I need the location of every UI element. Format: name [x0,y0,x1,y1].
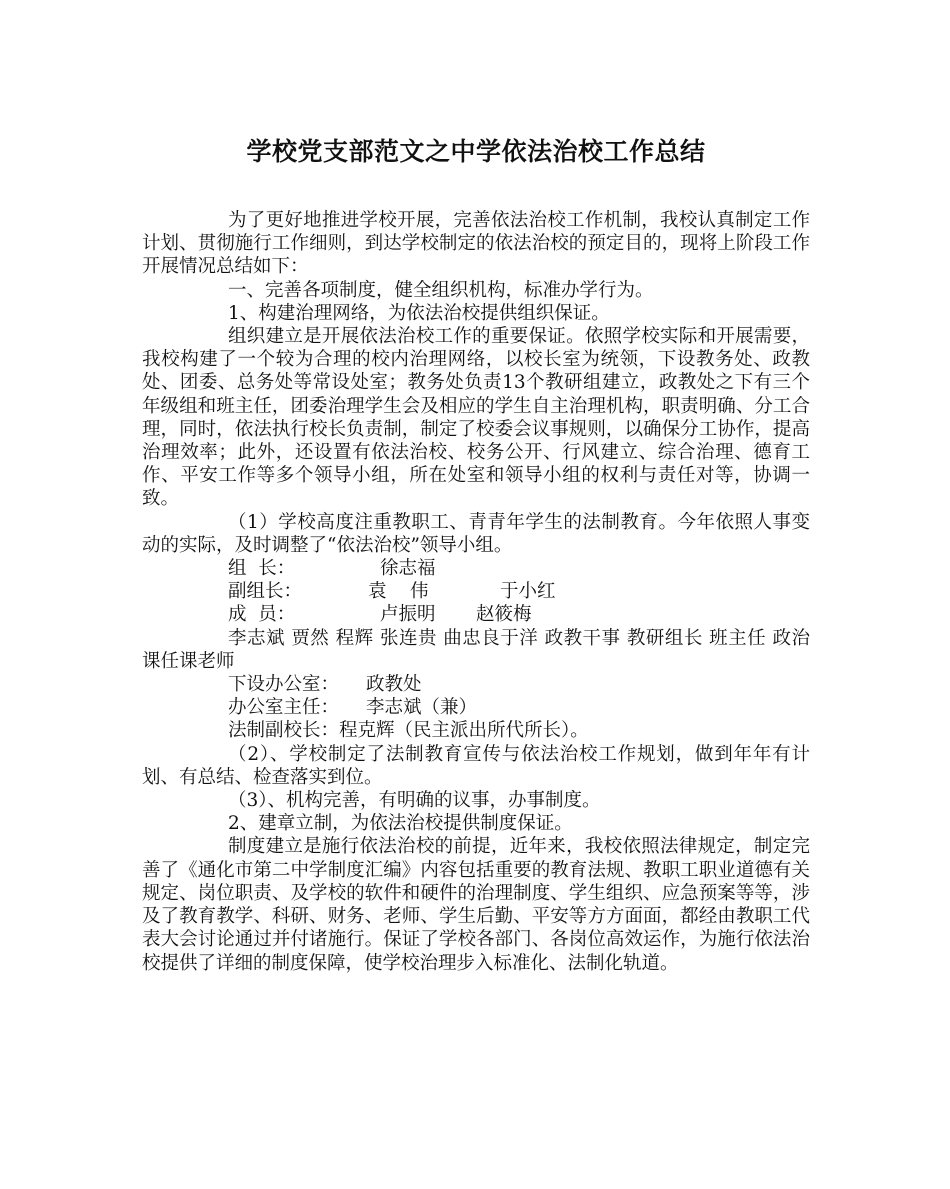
group-leader-name: 徐志福 [380,558,436,580]
group-deputy-row [142,580,810,603]
group-deputy-name-1: 袁 伟 [368,581,429,603]
paragraph-item-2: （2）、学校制定了法制教育宣传与依法治校工作规划，做到年年有计划、有总结、检查落实到位。 [142,743,810,788]
vice-principal-row [142,719,810,742]
group-member-label: 成 员： [228,604,296,626]
group-leader-label: 组 长： [228,558,296,580]
paragraph-member-list: 李志斌 贾然 程辉 张连贵 曲忠良于洋 政教干事 教研组长 班主任 政治课任课老师 [142,627,810,672]
section-heading-1: 一、完善各项制度，健全组织机构，标准办学行为。 [228,279,654,301]
subsection-heading-1: 1、构建治理网络，为依法治校提供组织保证。 [228,302,610,324]
group-member-row [142,603,810,626]
group-member-name-1: 卢振明 [380,604,436,626]
group-deputy-name-2: 于小红 [500,581,556,603]
paragraph-organization: 组织建立是开展依法治校工作的重要保证。依照学校实际和开展需要，我校构建了一个较为合理的校内治理网络，以校长室为统领，下设教务处、政教处、团委、总务处等常设处室；教务处负责13个教研组建立，政教处之下有三个年级组和班主任，团委治理学生会及相应的学生自主治理机构，职责明确、分工合理，同时，依法执行校长负责制，制定了校委会议事规则，以确保分工协作，提高治理效率；此外，还设置有依法治校、校务公开、行风建立、综合治理、德育工作、平安工作等多个领导小组，所在处室和领导小组的权利与责任对等，协调一致。 [142,326,810,510]
office-label: 下设办公室： [228,674,340,696]
subsection-heading-2: 2、建章立制，为依法治校提供制度保证。 [228,813,573,835]
group-member-name-2: 赵筱梅 [476,604,532,626]
group-deputy-label: 副组长： [228,581,303,603]
document-title: 学校党支部范文之中学依法治校工作总结 [246,137,706,166]
group-leader-row [142,557,810,580]
paragraph-intro: 为了更好地推进学校开展，完善依法治校工作机制，我校认真制定工作计划、贯彻施行工作细则，到达学校制定的依法治校的预定目的，现将上阶段工作开展情况总结如下： [142,210,810,278]
document-page [142,128,810,975]
document-body [142,209,810,975]
office-row [142,673,810,696]
office-value: 政教处 [366,674,422,696]
office-director-value: 李志斌（兼） [366,697,478,719]
paragraph-item-1: （1）学校高度注重教职工、青青年学生的法制教育。今年依照人事变动的实际，及时调整了“依法治校”领导小组。 [142,511,810,556]
vice-principal-text: 法制副校长：程克辉（民主派出所代所长）。 [228,720,589,742]
paragraph-item-3: （3）、机构完善，有明确的议事，办事制度。 [228,790,601,812]
office-director-row [142,696,810,719]
paragraph-regulations: 制度建立是施行依法治校的前提，近年来，我校依照法律规定，制定完善了《通化市第二中学制度汇编》内容包括重要的教育法规、教职工职业道德有关规定、岗位职责、及学校的软件和硬件的治理制度、学生组织、应急预案等等，涉及了教育教学、科研、财务、老师、学生后勤、平安等方方面面，都经由教职工代表大会讨论通过并付诸施行。保证了学校各部门、各岗位高效运作，为施行依法治校提供了详细的制度保障，使学校治理步入标准化、法制化轨道。 [142,836,810,974]
office-director-label: 办公室主任： [228,697,340,719]
